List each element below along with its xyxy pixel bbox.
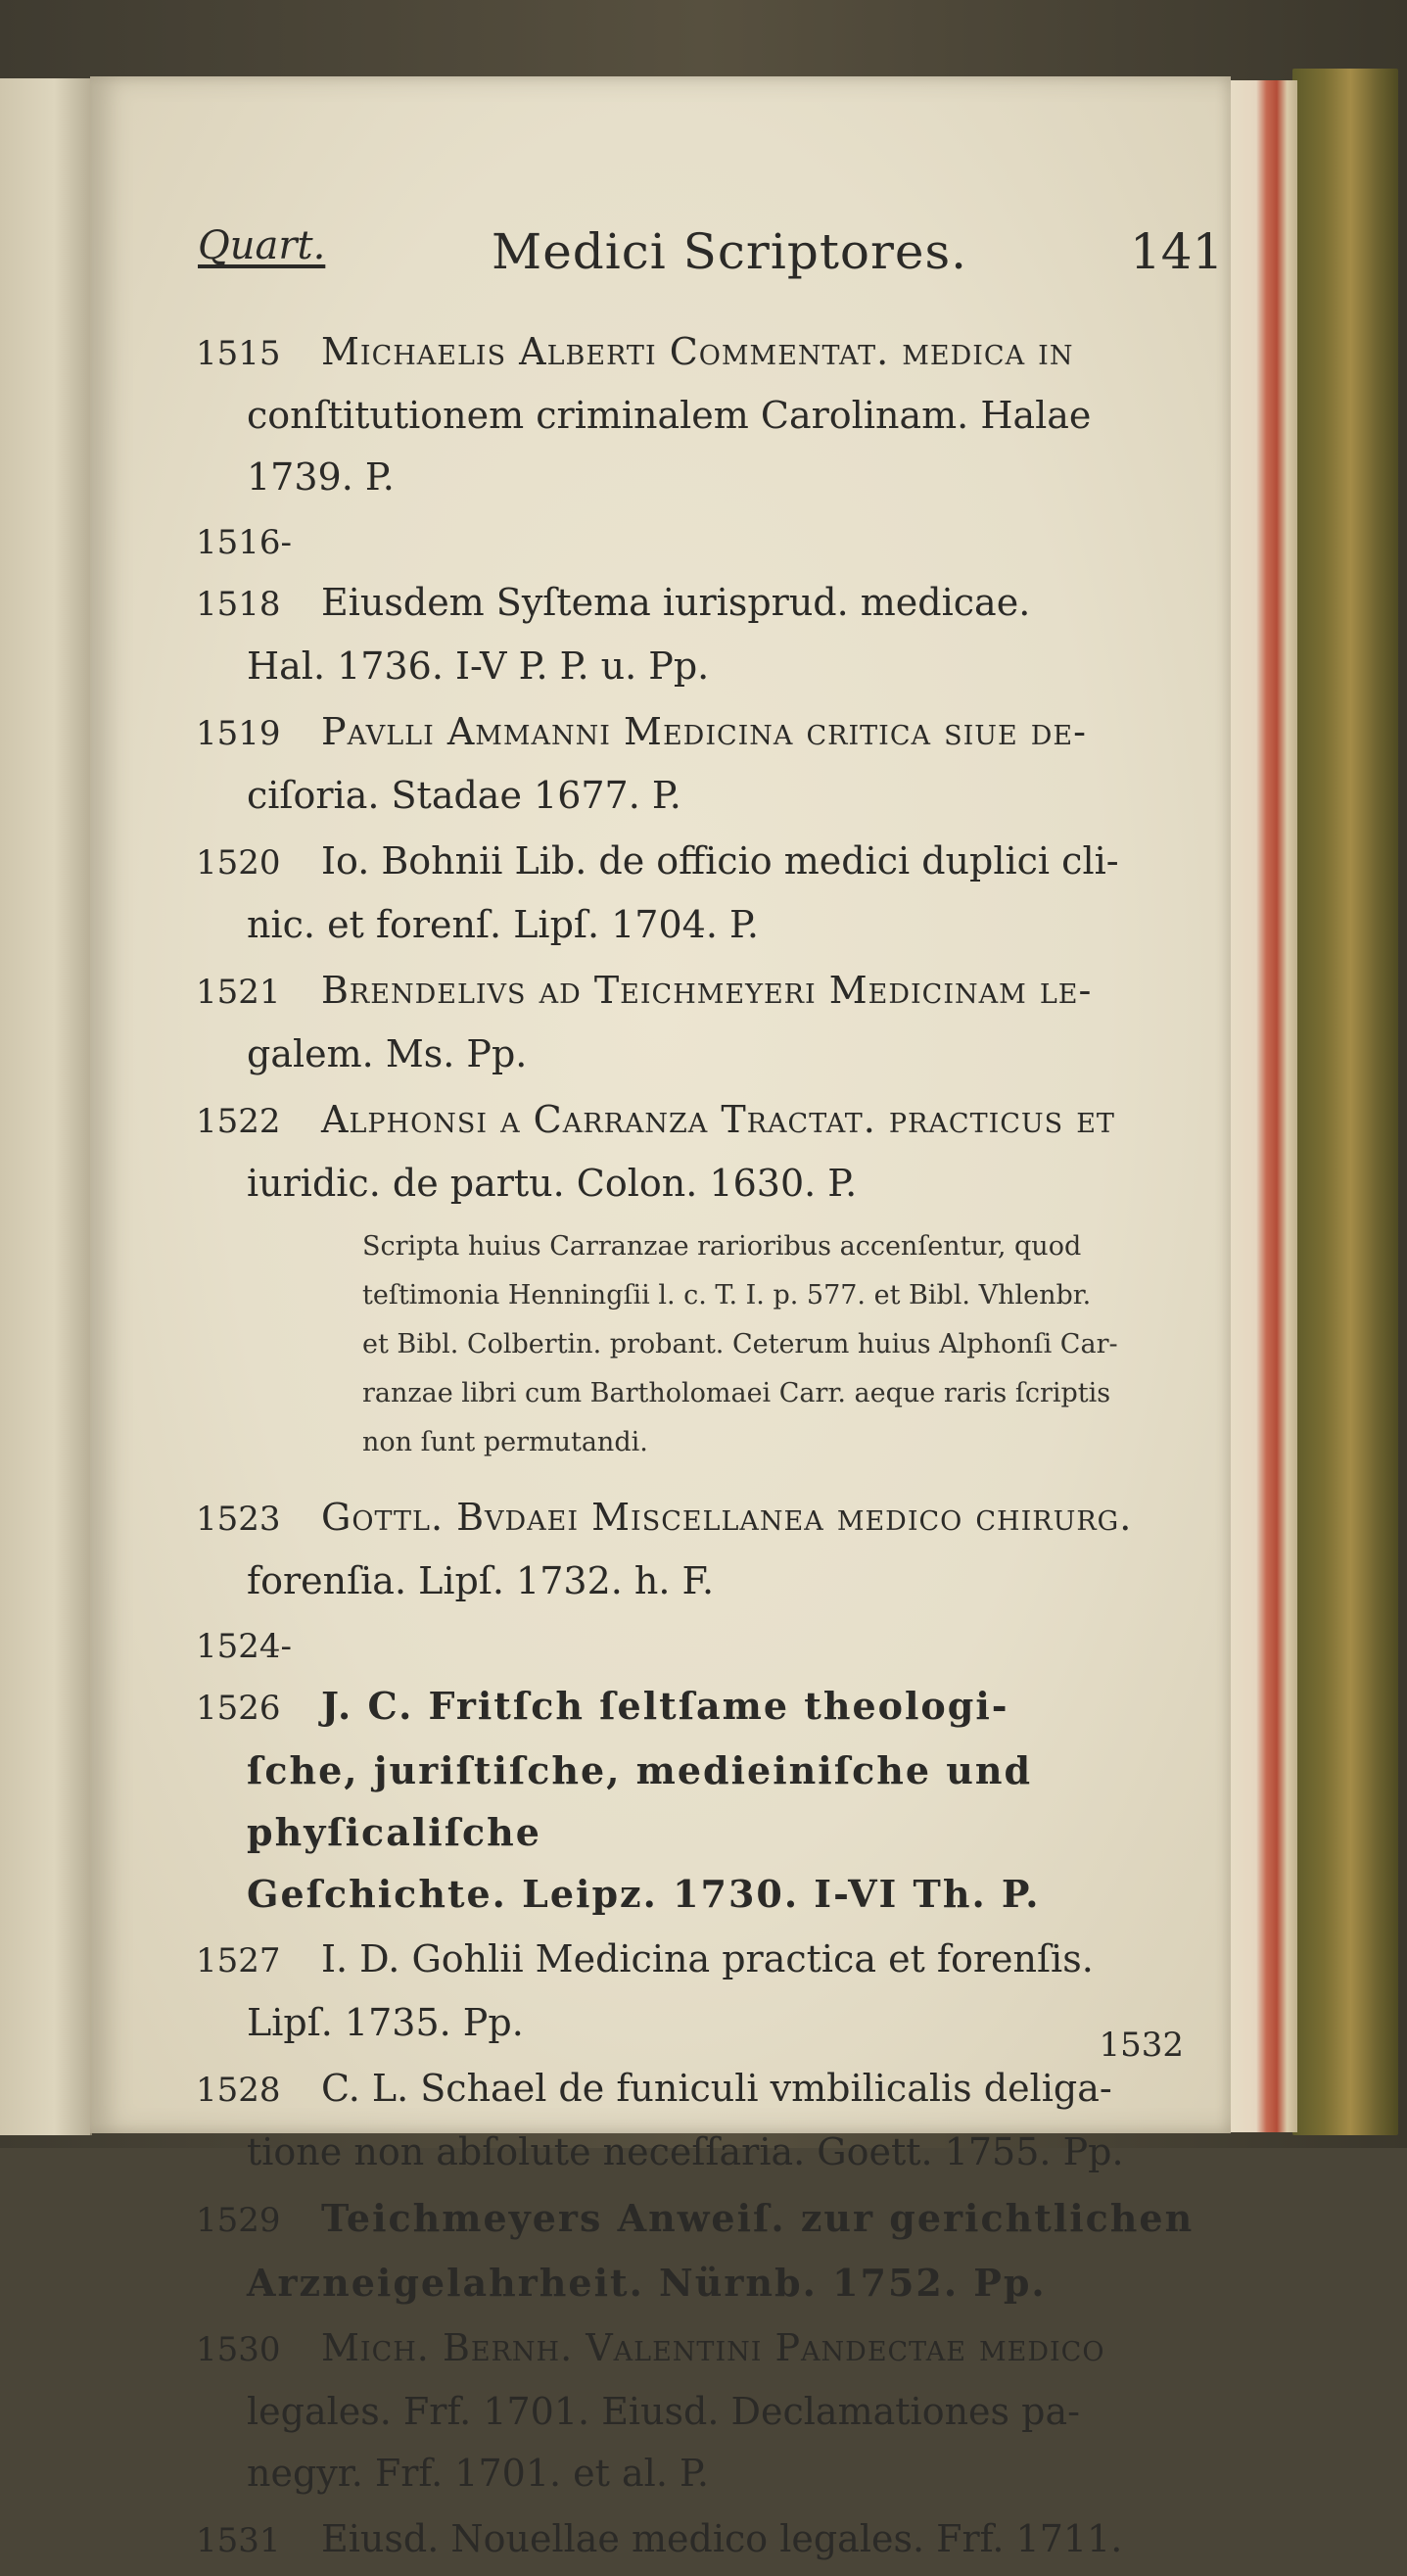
book-cover xyxy=(1292,69,1398,2135)
entry-line: J. C. Fritſch ſeltſame theologi- xyxy=(321,1684,1009,1728)
catchword: 1532 xyxy=(1099,2026,1184,2065)
entry-number: 1529 xyxy=(196,2201,281,2240)
entry-1524-1526 xyxy=(196,1616,1214,1925)
entry-line: negyr. Frf. 1701. et al. P. xyxy=(247,2452,709,2495)
note-line: Scripta huius Carranzae rarioribus accenſentur, quod xyxy=(362,1231,1082,1262)
entry-line: Brendelivs ad Teichmeyeri Medicinam le- xyxy=(321,969,1093,1012)
footnote xyxy=(196,1222,1214,1467)
note-line: et Bibl. Colbertin. probant. Ceterum huius Alphonſi Car- xyxy=(362,1329,1118,1360)
entry-number: 1523 xyxy=(196,1500,281,1539)
entry-line: iuridic. de partu. Colon. 1630. P. xyxy=(247,1162,858,1205)
entry-number: 1516-1518 xyxy=(196,523,293,624)
entry-1527 xyxy=(196,1929,1214,2054)
entry-line: Pavlli Ammanni Medicina critica ſiue de- xyxy=(321,710,1087,753)
entry-1520 xyxy=(196,831,1214,956)
entry-line: I. D. Gohlii Medicina practica et forenſis. xyxy=(321,1937,1094,1980)
entry-1530 xyxy=(196,2317,1214,2504)
entry-line: Eiusdem Syſtema iurisprud. medicae. xyxy=(321,581,1031,624)
entry-line: conſtitutionem criminalem Carolinam. Halae xyxy=(247,394,1092,437)
page-number: 141 xyxy=(1130,223,1224,280)
entry-1522 xyxy=(196,1089,1214,1215)
entry-line: Mich. Bernh. Valentini Pandectae medico xyxy=(321,2326,1105,2369)
entry-number: 1524-1526 xyxy=(196,1627,293,1728)
entry-line: ciſoria. Stadae 1677. P. xyxy=(247,774,681,817)
entry-line: Gottl. Bvdaei Miſcellanea medico chirurg. xyxy=(321,1496,1133,1539)
entry-number: 1521 xyxy=(196,973,281,1012)
header-title: Medici Scriptores. xyxy=(492,223,968,280)
entry-line: forenſia. Lipſ. 1732. h. F. xyxy=(247,1559,715,1602)
entry-number: 1527 xyxy=(196,1941,281,1980)
entry-number: 1515 xyxy=(196,334,281,373)
entry-line: 1739. P. xyxy=(247,455,395,499)
header-format: Quart. xyxy=(198,223,326,268)
entry-list xyxy=(196,321,1214,2576)
entry-1523 xyxy=(196,1487,1214,1612)
entry-line: tione non abſolute neceſſaria. Goett. 1755. Pp. xyxy=(247,2130,1124,2173)
entry-1529 xyxy=(196,2187,1214,2314)
entry-number: 1530 xyxy=(196,2330,281,2369)
entry-1519 xyxy=(196,701,1214,827)
left-page-edge xyxy=(0,78,92,2135)
entry-1515 xyxy=(196,321,1214,508)
entry-line: Arzneigelahrheit. Nürnb. 1752. Pp. xyxy=(247,2261,1047,2305)
entry-line: nic. et forenſ. Lipſ. 1704. P. xyxy=(247,903,759,946)
entry-line: Alphonsi a Carranza Tractat. practicus et xyxy=(321,1098,1115,1141)
entry-number: 1522 xyxy=(196,1102,281,1141)
entry-line: C. L. Schael de funiculi vmbilicalis deliga- xyxy=(321,2067,1112,2110)
entry-number: 1520 xyxy=(196,843,281,883)
entry-line: legales. Frf. 1701. Eiusd. Declamationes pa- xyxy=(247,2390,1080,2433)
entry-number: 1519 xyxy=(196,714,281,753)
entry-line: Teichmeyers Anweiſ. zur gerichtlichen xyxy=(321,2196,1195,2240)
entry-1521 xyxy=(196,960,1214,1085)
note-line: ranzae libri cum Bartholomaei Carr. aeque raris ſcriptis xyxy=(362,1378,1111,1408)
book-page xyxy=(90,76,1231,2560)
running-head xyxy=(90,223,1231,282)
entry-1528 xyxy=(196,2058,1214,2183)
page-stack-edge xyxy=(1229,80,1297,2132)
note-line: non ſunt permutandi. xyxy=(362,1427,648,1457)
entry-line: Michaelis Alberti Commentat. medica in xyxy=(321,330,1074,373)
entry-number: 1531 xyxy=(196,2521,281,2560)
entry-line: Eiusd. Nouellae medico legales. Frf. 1711. xyxy=(321,2517,1123,2560)
entry-line: Geſchichte. Leipz. 1730. I-VI Th. P. xyxy=(247,1872,1041,1916)
entry-1531 xyxy=(196,2508,1214,2572)
entry-number: 1528 xyxy=(196,2071,281,2110)
entry-line: ſche, juriſtiſche, medieiniſche und phyſicaliſche xyxy=(247,1748,1033,1854)
entry-line: Io. Bohnii Lib. de officio medici duplici cli- xyxy=(321,839,1119,883)
entry-line: Hal. 1736. I-V P. P. u. Pp. xyxy=(247,644,710,688)
entry-line: galem. Ms. Pp. xyxy=(247,1032,528,1075)
entry-1516-1518 xyxy=(196,512,1214,697)
note-line: teſtimonia Henningſii l. c. T. I. p. 577. et Bibl. Vhlenbr. xyxy=(362,1280,1092,1311)
entry-line: Lipſ. 1735. Pp. xyxy=(247,2001,524,2044)
